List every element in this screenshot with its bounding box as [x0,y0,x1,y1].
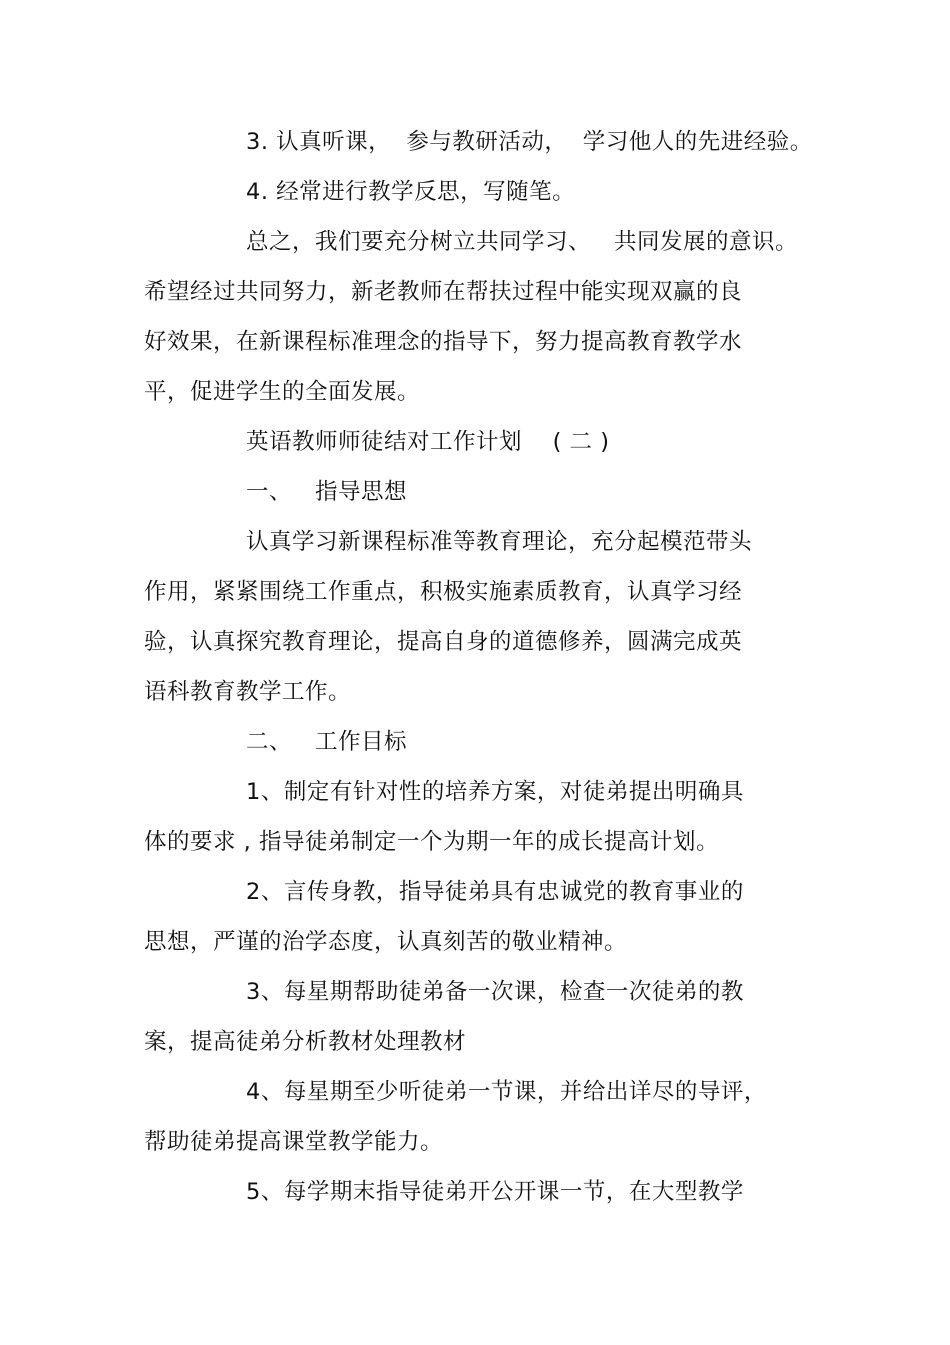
text-line: 验，认真探究教育理论，提高自身的道德修养，圆满完成英 [144,629,743,655]
text-line: 5、每学期末指导徒弟开公开课一节，在大型教学 [246,1179,744,1205]
text-line: 4、每星期至少听徒弟一节课，并给出详尽的导评， [246,1079,767,1105]
text-line: 语科教育教学工作。 [144,679,352,705]
section-heading: 一、 指导思想 [246,479,407,505]
text-line: 1、制定有针对性的培养方案，对徒弟提出明确具 [246,779,744,805]
text-line: 作用，紧紧围绕工作重点，积极实施素质教育，认真学习经 [144,579,743,605]
text-line: 好效果，在新课程标准理念的指导下，努力提高教育教学水 [144,329,743,355]
text-line: 2、言传身教，指导徒弟具有忠诚党的教育事业的 [246,879,744,905]
text-line: 总之，我们要充分树立共同学习、 共同发展的意识。 [246,229,798,255]
text-line: 体的要求 , 指导徒弟制定一个为期一年的成长提高计划。 [144,829,719,855]
text-line: 3、每星期帮助徒弟备一次课，检查一次徒弟的教 [246,979,744,1005]
text-line: 3. 认真听课， 参与教研活动， 学习他人的先进经验。 [246,129,813,155]
text-line: 帮助徒弟提高课堂教学能力。 [144,1129,444,1155]
text-line: 案，提高徒弟分析教材处理教材 [144,1029,467,1055]
text-line: 平，促进学生的全面发展。 [144,379,421,405]
text-line: 思想，严谨的治学态度，认真刻苦的敬业精神。 [144,929,628,955]
section-title: 英语教师师徒结对工作计划 ( 二 ) [246,429,610,455]
text-line: 4. 经常进行教学反思，写随笔。 [246,179,576,205]
section-heading: 二、 工作目标 [246,729,407,755]
text-line: 认真学习新课程标准等教育理论，充分起模范带头 [246,529,753,555]
text-line: 希望经过共同努力，新老教师在帮扶过程中能实现双赢的良 [144,279,743,305]
